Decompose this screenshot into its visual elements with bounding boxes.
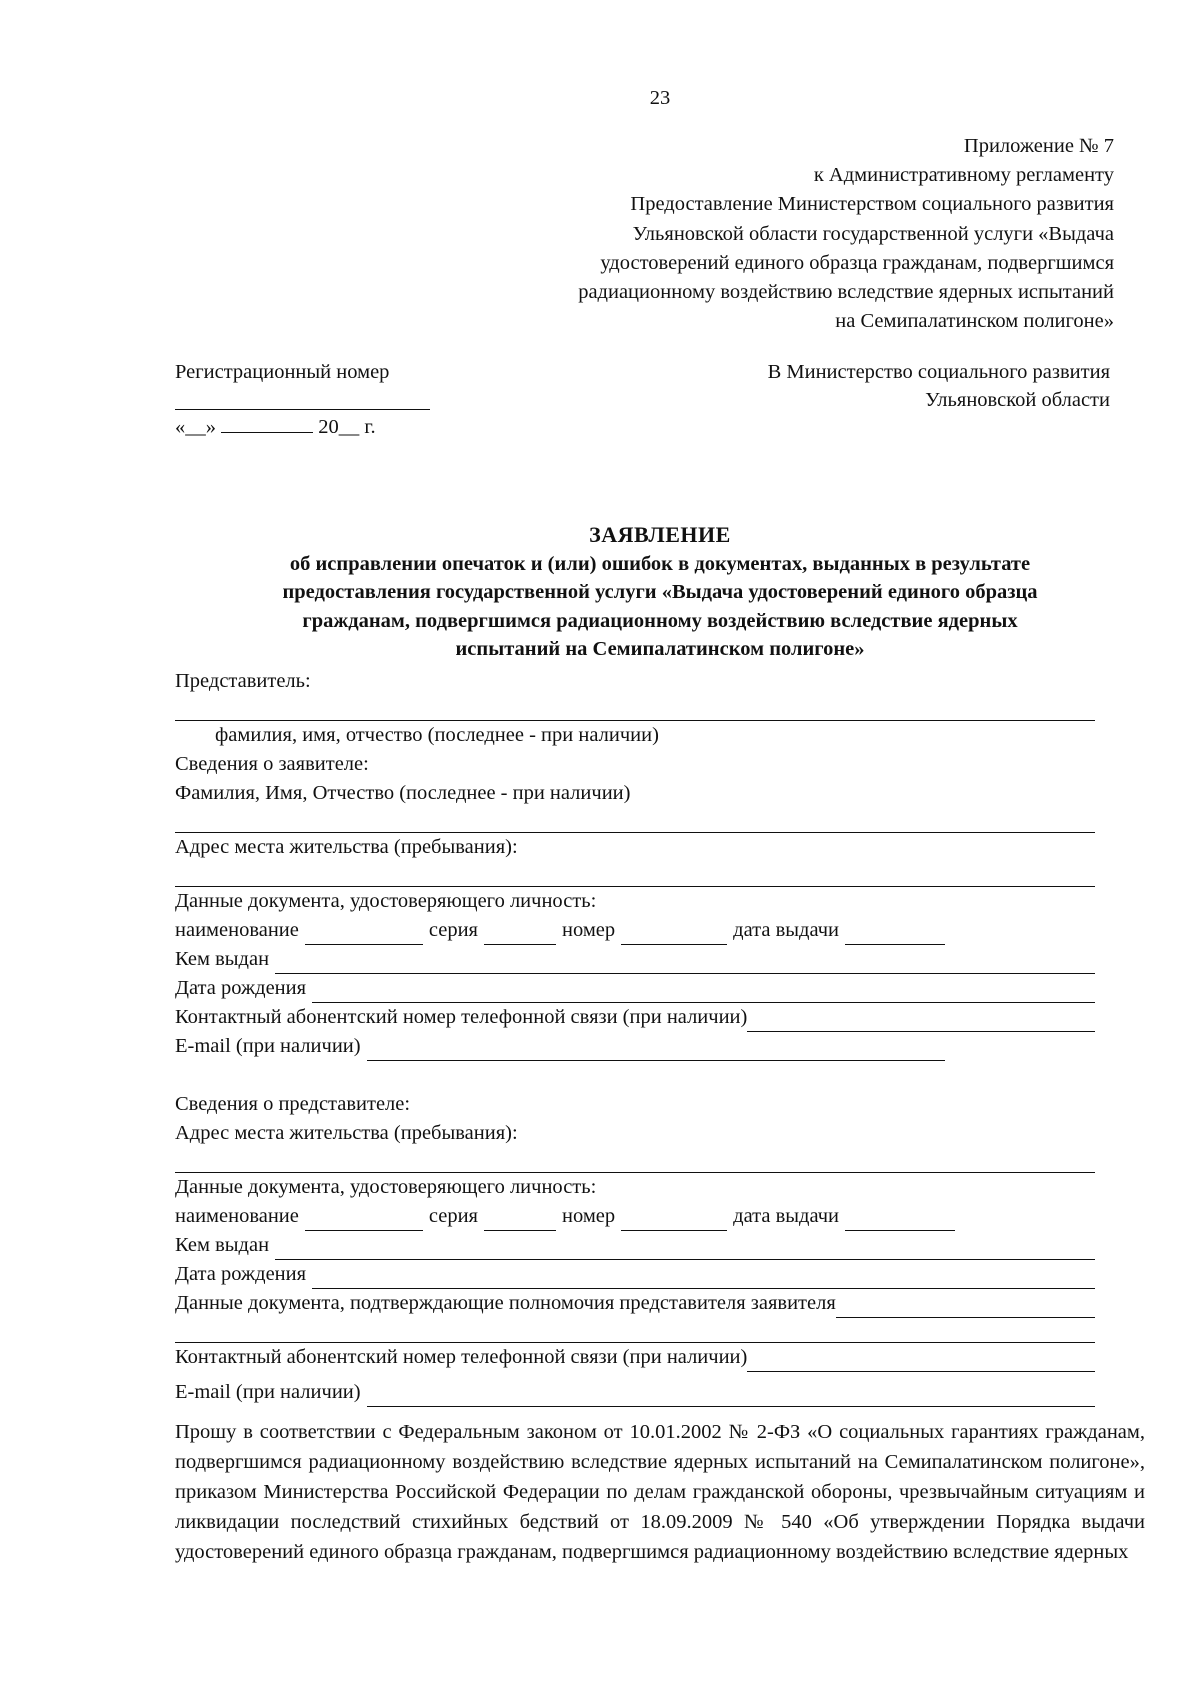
phone-label: Контактный абонентский номер телефонной связи (при наличии) [175,1006,748,1028]
recipient-line: В Министерство социального развития [767,361,1110,383]
rep-address-field[interactable] [175,1148,1095,1173]
applicant-doc-issue-date-field[interactable] [845,924,945,945]
doc-series-label: серия [428,919,478,941]
applicant-phone-field[interactable] [747,1011,1095,1032]
rep-email-field[interactable] [367,1386,1095,1407]
appendix-line: к Административному регламенту [813,164,1114,187]
appendix-line: Предоставление Министерством социального развития [630,193,1114,216]
rep-id-details-row [175,1202,1095,1231]
rep-section-label: Сведения о представителе: [175,1093,411,1115]
representative-fio-field[interactable] [175,696,1095,721]
request-paragraph: Прошу в соответствии с Федеральным законом от 10.01.2002 № 2-ФЗ «О социальных гарантиях гражданам, подвергшимся радиационному воздействию вследствие ядерных испытаний на Семипалатинском полигоне», приказом Министерства Российской Федерации по делам гражданской обороны, чрезвычайным ситуациям и ликвидации последствий стихийных бедствий от 18.09.2009 № 540 «Об утверждении Порядка выдачи удостоверений единого образца гражданам, подвергшимся радиационному воздействию вследствие ядерных [175,1421,1145,1563]
fio-caption: фамилия, имя, отчество (последнее - при наличии) [215,724,659,746]
doc-issue-date-label: дата выдачи [733,919,840,941]
applicant-section-label: Сведения о заявителе: [175,753,369,775]
rep-doc-number-field[interactable] [621,1210,727,1231]
recipient-block [690,358,1110,414]
appendix-line: Приложение № 7 [963,135,1114,157]
doc-name-label: наименование [175,919,299,941]
rep-birth-date-row [175,1260,1095,1289]
registration-date [175,412,435,442]
registration-label: Регистрационный номер [175,361,390,383]
rep-address-row [175,1119,1095,1148]
issued-by-label: Кем выдан [175,1234,270,1256]
rep-doc-series-field[interactable] [484,1210,556,1231]
applicant-issued-by-row [175,945,1095,974]
representative-label-row [175,667,1095,696]
applicant-section-row [175,750,1095,779]
appendix-line: Ульяновской области государственной услуги «Выдача [632,222,1114,245]
fio-caption-row [215,721,1095,750]
rep-authority-row [175,1289,1095,1318]
rep-section-row [175,1090,1095,1119]
email-label: E-mail (при наличии) [175,1035,361,1057]
applicant-fio-field[interactable] [175,808,1095,833]
rep-birth-date-field[interactable] [312,1268,1095,1289]
registration-block [175,358,435,442]
applicant-email-row [175,1032,1095,1061]
date-day: «__» [175,416,216,438]
applicant-address-label: Адрес места жительства (пребывания): [175,836,518,858]
birth-date-label: Дата рождения [175,1263,307,1285]
date-month-field[interactable] [221,412,313,433]
rep-id-doc-row [175,1173,1095,1202]
document-heading [150,521,1170,664]
doc-name-label: наименование [175,1205,299,1227]
applicant-id-doc-label: Данные документа, удостоверяющего личность: [175,890,597,912]
rep-id-doc-label: Данные документа, удостоверяющего личность: [175,1176,597,1198]
doc-number-label: номер [562,1205,616,1227]
doc-issue-date-label: дата выдачи [733,1205,840,1227]
applicant-id-doc-row [175,887,1095,916]
applicant-doc-number-field[interactable] [621,924,727,945]
heading-line: гражданам, подвергшимся радиационному воздействию вследствие ядерных [302,609,1018,632]
heading-line: об исправлении опечаток и (или) ошибок в документах, выданных в результате [289,552,1031,575]
heading-line: испытаний на Семипалатинском полигоне» [455,638,865,660]
page-number: 23 [649,87,671,109]
email-label: E-mail (при наличии) [175,1381,361,1403]
recipient-line: Ульяновской области [925,389,1110,411]
applicant-birth-date-field[interactable] [312,982,1095,1003]
issued-by-label: Кем выдан [175,948,270,970]
rep-email-row [175,1378,1095,1407]
applicant-fio-label: Фамилия, Имя, Отчество (последнее - при наличии) [175,782,631,804]
representative-label: Представитель: [175,670,311,692]
applicant-id-details-row [175,916,1095,945]
rep-phone-row [175,1343,1095,1372]
applicant-address-row [175,833,1095,862]
rep-phone-field[interactable] [747,1351,1095,1372]
rep-authority-field[interactable] [836,1297,1095,1318]
applicant-email-field[interactable] [367,1040,945,1061]
applicant-address-field[interactable] [175,862,1095,887]
applicant-doc-series-field[interactable] [484,924,556,945]
doc-number-label: номер [562,919,616,941]
appendix-line: удостоверений единого образца гражданам, подвергшимся [600,251,1114,274]
application-form [175,667,1095,1407]
rep-issued-by-row [175,1231,1095,1260]
rep-authority-label: Данные документа, подтверждающие полномочия представителя заявителя [175,1292,836,1314]
applicant-phone-row [175,1003,1095,1032]
applicant-issued-by-field[interactable] [275,953,1095,974]
doc-series-label: серия [428,1205,478,1227]
appendix-line: на Семипалатинском полигоне» [835,310,1114,333]
registration-number-field[interactable] [175,387,430,410]
appendix-block [394,132,1114,336]
rep-issued-by-field[interactable] [275,1239,1095,1260]
appendix-line: радиационному воздействию вследствие ядерных испытаний [578,281,1114,304]
document-title: ЗАЯВЛЕНИЕ [589,522,731,547]
phone-label: Контактный абонентский номер телефонной связи (при наличии) [175,1346,748,1368]
applicant-birth-date-row [175,974,1095,1003]
spacer [175,1061,1095,1090]
applicant-doc-name-field[interactable] [305,924,423,945]
birth-date-label: Дата рождения [175,977,307,999]
date-year: 20__ г. [318,416,376,438]
rep-doc-name-field[interactable] [305,1210,423,1231]
rep-address-label: Адрес места жительства (пребывания): [175,1122,518,1144]
heading-line: предоставления государственной услуги «Выдача удостоверений единого образца [282,581,1038,603]
applicant-fio-row [175,779,1095,808]
rep-doc-issue-date-field[interactable] [845,1210,955,1231]
rep-authority-extra-field[interactable] [175,1318,1095,1343]
